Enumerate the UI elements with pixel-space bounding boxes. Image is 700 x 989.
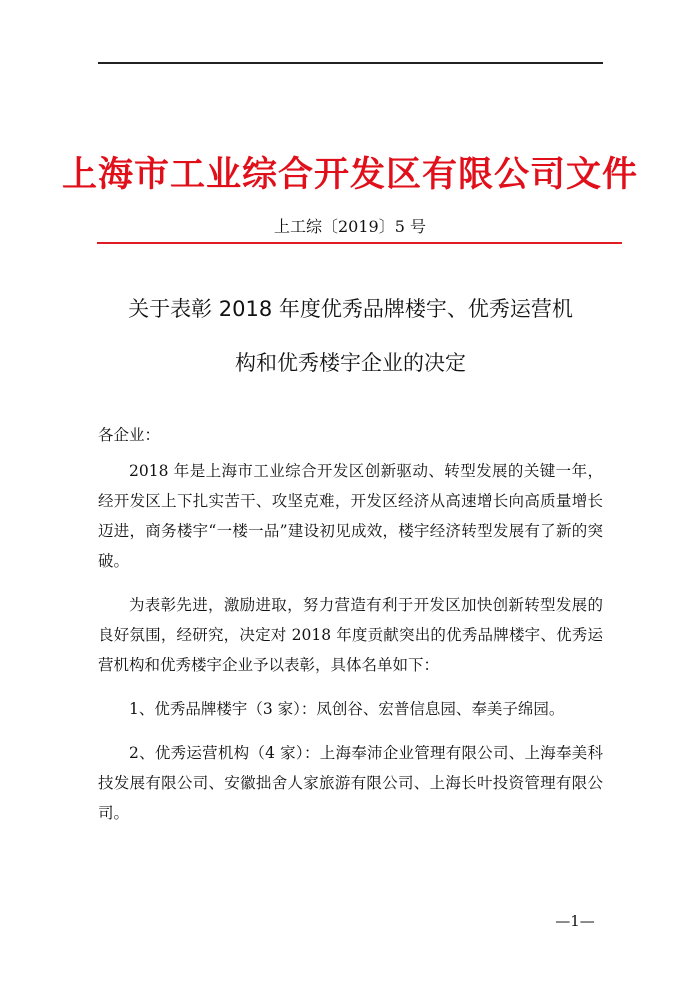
page-number: —1— [555,912,595,930]
red-divider [97,242,622,244]
subject-line-2: 构和优秀楼宇企业的决定 [235,351,466,375]
body-paragraph: 2018 年是上海市工业综合开发区创新驱动、转型发展的关键一年，经开发区上下扎实苦干、攻坚克难，开发区经济从高速增长向高质量增长迈进，商务楼宇“一楼一品”建设初见成效，楼宇经济转型发展有了新的突破。 [98,462,603,570]
document-subject [98,282,603,390]
body-paragraph: 为表彰先进，激励进取，努力营造有利于开发区加快创新转型发展的良好氛围，经研究，决定对 2018 年度贡献突出的优秀品牌楼宇、优秀运营机构和优秀楼宇企业予以表彰，具体名单如下： [98,596,603,674]
document-number: 上工综〔2019〕5 号 [274,217,426,236]
top-divider [98,62,603,64]
document-body [98,420,603,842]
award-list-item: 2、优秀运营机构（4 家）：上海奉沛企业管理有限公司、上海奉美科技发展有限公司、安徽拙舍人家旅游有限公司、上海长叶投资管理有限公司。 [98,744,603,822]
subject-line-1: 关于表彰 2018 年度优秀品牌楼宇、优秀运营机 [128,297,573,321]
issuer-header: 上海市工业综合开发区有限公司文件 [61,155,638,195]
award-list-item: 1、优秀品牌楼宇（3 家）：凤创谷、宏普信息园、奉美子绵园。 [129,700,565,718]
salutation: 各企业： [98,426,161,444]
